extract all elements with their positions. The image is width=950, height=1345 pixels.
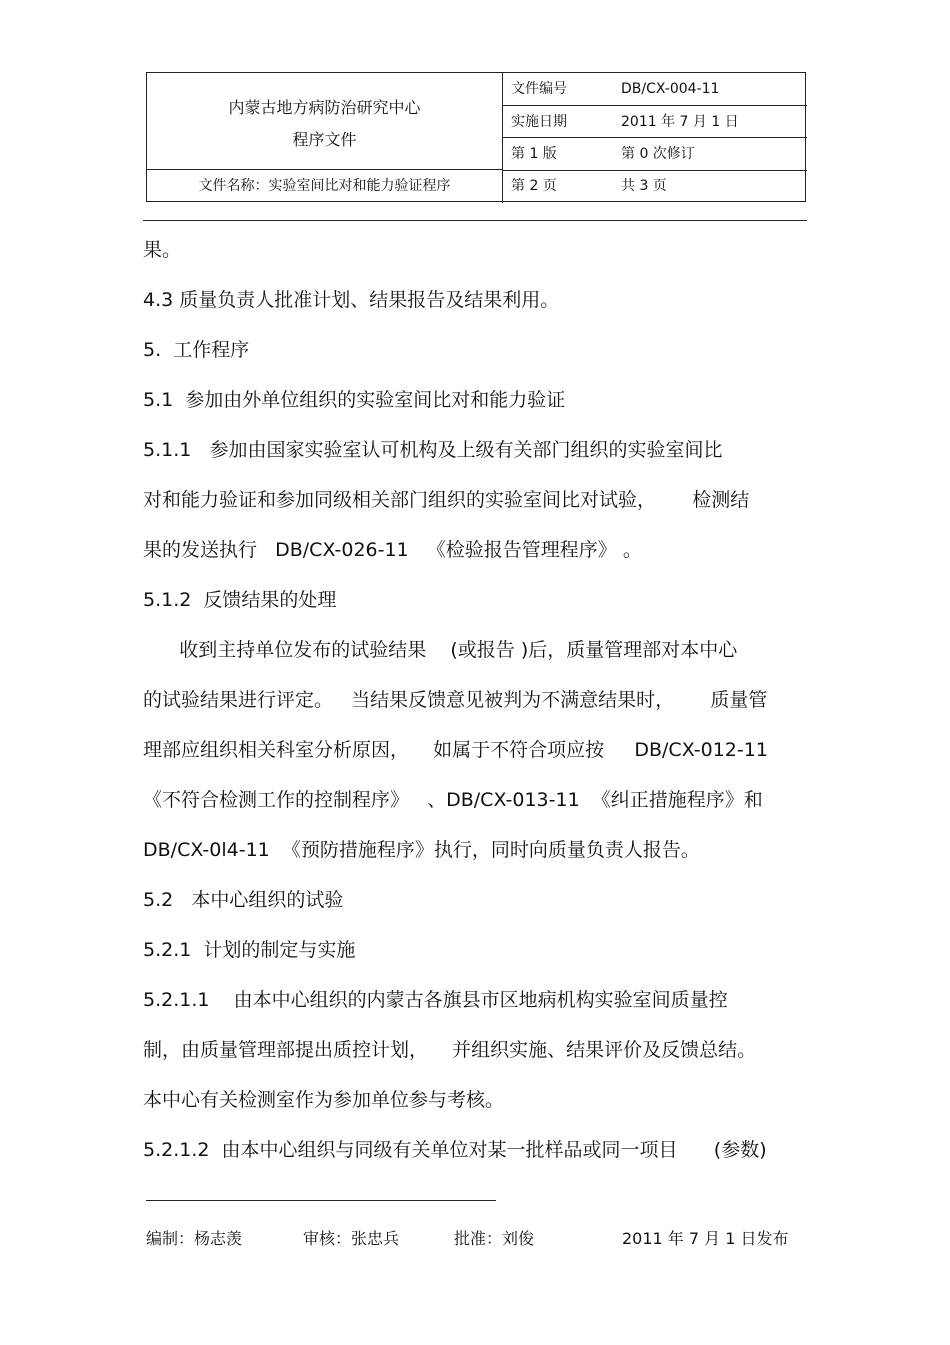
reviewed-by: 审核：张忠兵: [303, 1229, 400, 1248]
body-line: 《不符合检测工作的控制程序》 、DB/CX-013-11 《纠正措施程序》和: [143, 789, 763, 811]
body-line: 5.2.1.1 由本中心组织的内蒙古各旗县市区地病机构实验室间质量控: [143, 989, 728, 1011]
body-line: 果的发送执行 DB/CX-026-11 《检验报告管理程序》 。: [143, 539, 642, 561]
footer-divider: [146, 1200, 496, 1201]
meta-label: 第 2 页: [511, 178, 557, 194]
document-type: 程序文件: [292, 130, 357, 149]
meta-row-page: [503, 170, 807, 203]
body-line: 本中心有关检测室作为参加单位参与考核。: [143, 1089, 505, 1111]
body-line: 4.3 质量负责人批准计划、结果报告及结果利用。: [143, 289, 560, 311]
meta-row-file-number: [503, 73, 807, 106]
meta-value: 第 0 次修订: [621, 146, 695, 162]
meta-value: 共 3 页: [621, 178, 667, 194]
body-line: 5. 工作程序: [143, 339, 250, 361]
meta-label: 第 1 版: [511, 146, 557, 162]
document-name: 文件名称：实验室间比对和能力验证程序: [147, 170, 503, 203]
body-line: 果。: [143, 239, 182, 261]
body-line: 制，由质量管理部提出质控计划， 并组织实施、结果评价及反馈总结。: [143, 1039, 757, 1061]
document-header-table: [146, 72, 806, 202]
body-line: 5.2 本中心组织的试验: [143, 889, 344, 911]
body-line: 对和能力验证和参加同级相关部门组织的实验室间比对试验， 检测结: [143, 489, 750, 511]
body-line: 5.1.2 反馈结果的处理: [143, 589, 337, 611]
body-line: 理部应组织相关科室分析原因， 如属于不符合项应按 DB/CX-012-11: [143, 739, 768, 761]
meta-value: 2011 年 7 月 1 日: [621, 113, 739, 130]
meta-label: 实施日期: [511, 113, 567, 130]
meta-value: DB/CX-004-11: [621, 81, 720, 97]
approved-by: 批准：刘俊: [454, 1229, 535, 1248]
release-date: 2011 年 7 月 1 日发布: [622, 1229, 789, 1248]
body-line: 5.2.1 计划的制定与实施: [143, 939, 356, 961]
header-divider: [143, 220, 807, 221]
body-line: 5.2.1.2 由本中心组织与同级有关单位对某一批样品或同一项目 (参数): [143, 1139, 767, 1161]
body-line: 5.1 参加由外单位组织的实验室间比对和能力验证: [143, 389, 566, 411]
body-line: 收到主持单位发布的试验结果 (或报告 )后，质量管理部对本中心: [143, 639, 738, 661]
prepared-by: 编制：杨志羡: [146, 1229, 243, 1248]
meta-row-edition: [503, 138, 807, 171]
body-line: 5.1.1 参加由国家实验室认可机构及上级有关部门组织的实验室间比: [143, 439, 723, 461]
meta-label: 文件编号: [511, 81, 567, 97]
organization-name: 内蒙古地方病防治研究中心: [228, 98, 421, 117]
body-line: 的试验结果进行评定。 当结果反馈意见被判为不满意结果时， 质量管: [143, 689, 768, 711]
meta-row-effective-date: [503, 106, 807, 139]
body-line: DB/CX-0l4-11 《预防措施程序》执行，同时向质量负责人报告。: [143, 839, 700, 861]
organization-cell: [147, 73, 503, 170]
